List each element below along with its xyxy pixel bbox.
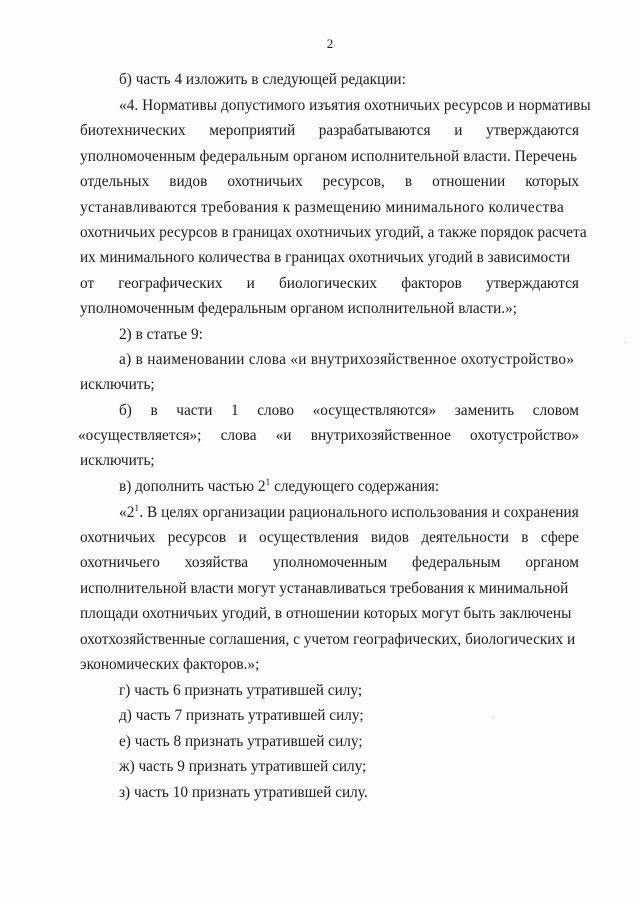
part21-line-1: «$2^1$. В целях организации рационального использования и сохранения <box>119 503 579 521</box>
amendment-b-part4-heading: б) часть 4 изложить в следующей редакции: <box>119 71 406 88</box>
item-d: д) часть 7 признать утратившей силу; <box>119 707 364 724</box>
part4-line-9: уполномоченным федеральным органом исполнительной власти.»; <box>80 300 518 317</box>
part21-line-3: охотничьего хозяйства уполномоченным федеральным органом <box>80 554 579 571</box>
item-v-line: в) дополнить частью $2^1$ следующего содержания: <box>119 477 440 495</box>
part4-line-7: их минимального количества в границах охотничьих угодий в зависимости <box>80 249 571 266</box>
item-a-line-1: а) в наименовании слова «и внутрихозяйственное охотустройство» <box>119 351 575 368</box>
item-zh: ж) часть 9 признать утратившей силу; <box>119 758 367 775</box>
part4-line-4: отдельных видов охотничьих ресурсов, в отношении которых <box>80 173 579 190</box>
part21-line-2: охотничьих ресурсов и осуществления видов деятельности в сфере <box>80 529 579 546</box>
part4-line-3: уполномоченным федеральным органом исполнительной власти. Перечень <box>80 148 578 165</box>
part21-line-7: экономических факторов.»; <box>80 656 260 673</box>
scan-speck <box>625 342 626 343</box>
item-b-line-1: б) в части 1 слово «осуществляются» заменить словом <box>119 402 579 419</box>
item-a-line-2: исключить; <box>80 376 155 393</box>
part21-line-5: площади охотничьих угодий, в отношении которых могут быть заключены <box>80 605 572 622</box>
item-b-line-3: исключить; <box>80 452 155 469</box>
item-g: г) часть 6 признать утратившей силу; <box>119 682 363 699</box>
article9-heading: 2) в статье 9: <box>119 326 203 343</box>
part21-line-4: исполнительной власти могут устанавливаться требования к минимальной <box>80 580 569 597</box>
item-z: з) часть 10 признать утратившей силу. <box>119 784 368 801</box>
scan-speck <box>493 717 494 718</box>
part4-line-8: от географических и биологических факторов утверждаются <box>80 275 579 292</box>
item-e: е) часть 8 признать утратившей силу; <box>119 733 363 750</box>
item-b-line-2: «осуществляется»; слова «и внутрихозяйственное охотустройство» <box>78 427 579 444</box>
page-number: 2 <box>326 36 334 51</box>
part4-line-1: «4. Нормативы допустимого изъятия охотничьих ресурсов и нормативы <box>119 97 591 114</box>
part4-line-6: охотничьих ресурсов в границах охотничьих угодий, а также порядок расчета <box>80 224 587 241</box>
part21-line-6: охотхозяйственные соглашения, с учетом географических, биологических и <box>80 631 576 648</box>
part4-line-5: устанавливаются требования к размещению минимального количества <box>80 199 565 216</box>
part4-line-2: биотехнических мероприятий разрабатываются и утверждаются <box>80 122 579 139</box>
